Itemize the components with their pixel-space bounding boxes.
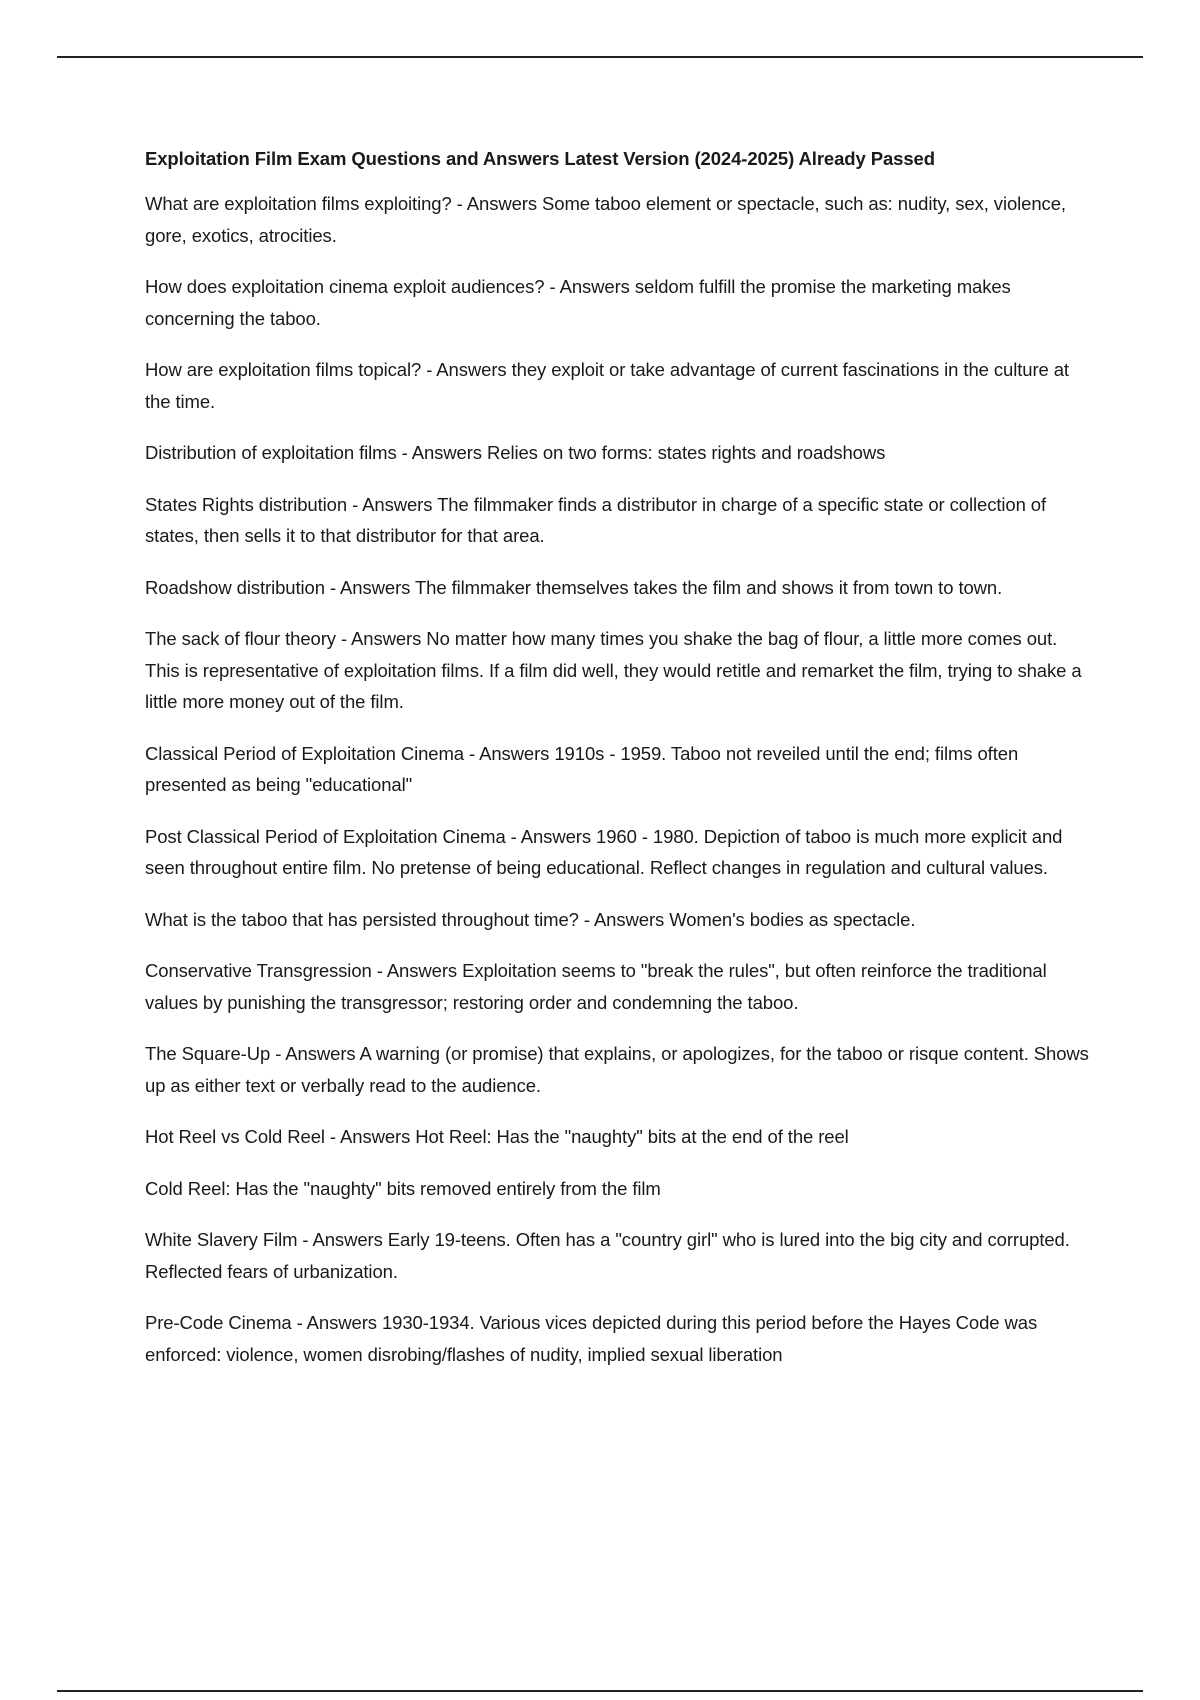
document-body <box>145 143 1090 1390</box>
document-title: Exploitation Film Exam Questions and Answers Latest Version (2024-2025) Already Passed <box>145 148 935 169</box>
qa-entry: The sack of flour theory - Answers No matter how many times you shake the bag of flour, a little more comes out. This is representative of exploitation films. If a film did well, they would retitle and remarket the film, trying to shake a little more money out of the film. <box>145 628 1082 712</box>
qa-entry: Roadshow distribution - Answers The filmmaker themselves takes the film and shows it from town to town. <box>145 576 1003 598</box>
footer-rule <box>57 1690 1143 1692</box>
qa-entry: How are exploitation films topical? - Answers they exploit or take advantage of current fascinations in the culture at the time. <box>145 359 1069 412</box>
qa-entry: Post Classical Period of Exploitation Cinema - Answers 1960 - 1980. Depiction of taboo is much more explicit and seen throughout entire film. No pretense of being educational. Reflect changes in regulation and cultural values. <box>145 825 1063 878</box>
qa-entry: Distribution of exploitation films - Answers Relies on two forms: states rights and roadshows <box>145 442 886 463</box>
qa-entry: Classical Period of Exploitation Cinema - Answers 1910s - 1959. Taboo not reveiled until the end; films often presented as being "educational" <box>145 742 1019 795</box>
qa-entry: How does exploitation cinema exploit audiences? - Answers seldom fulfill the promise the marketing makes concerning the taboo. <box>145 276 1011 329</box>
qa-entry: Cold Reel: Has the "naughty" bits removed entirely from the film <box>145 1177 661 1199</box>
qa-entry: What are exploitation films exploiting? - Answers Some taboo element or spectacle, such as: nudity, sex, violence, gore, exotics, atrocities. <box>145 193 1066 246</box>
qa-entry: The Square-Up - Answers A warning (or promise) that explains, or apologizes, for the taboo or risque content. Shows up as either text or verbally read to the audience. <box>145 1043 1089 1096</box>
qa-entry: White Slavery Film - Answers Early 19-teens. Often has a "country girl" who is lured into the big city and corrupted. Reflected fears of urbanization. <box>145 1229 1070 1282</box>
qa-entry: What is the taboo that has persisted throughout time? - Answers Women's bodies as spectacle. <box>145 908 916 930</box>
header-rule <box>57 56 1143 58</box>
qa-entry: States Rights distribution - Answers The filmmaker finds a distributor in charge of a specific state or collection of states, then sells it to that distributor for that area. <box>145 493 1047 546</box>
qa-entry: Conservative Transgression - Answers Exploitation seems to "break the rules", but often reinforce the traditional values by punishing the transgressor; restoring order and condemning the taboo. <box>145 960 1047 1013</box>
qa-entry: Hot Reel vs Cold Reel - Answers Hot Reel: Has the "naughty" bits at the end of the reel <box>145 1126 849 1147</box>
qa-entry: Pre-Code Cinema - Answers 1930-1934. Various vices depicted during this period before the Hayes Code was enforced: violence, women disrobing/flashes of nudity, implied sexual liberation <box>145 1312 1038 1365</box>
